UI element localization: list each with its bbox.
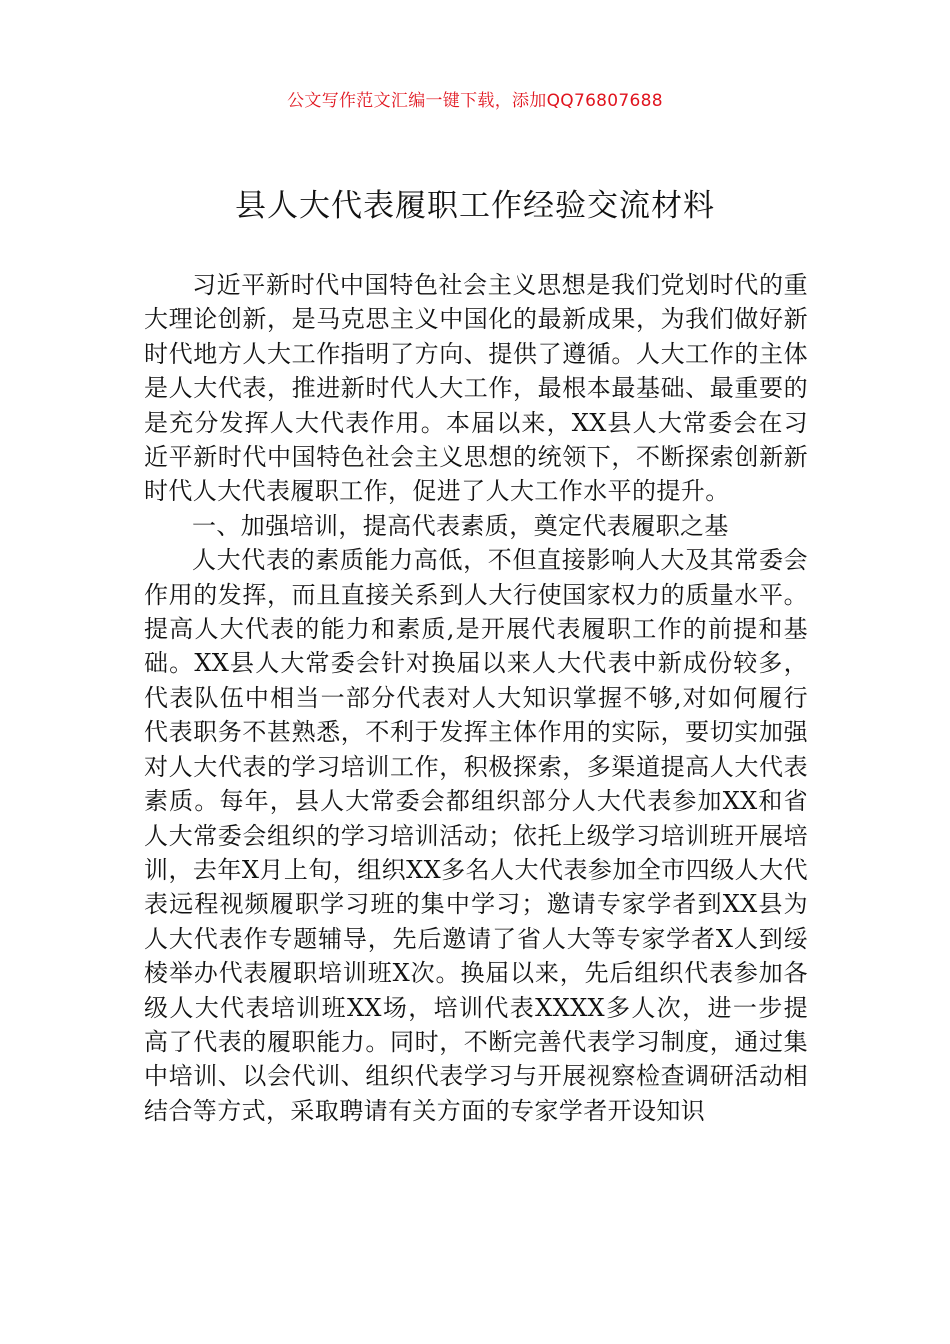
section-1-paragraph: 人大代表的素质能力高低，不但直接影响人大及其常委会作用的发挥，而且直接关系到人大行使国家权力的质量水平。提高人大代表的能力和素质,是开展代表履职工作的前提和基础。XX县人大常委会针对换届以来人大代表中新成份较多，代表队伍中相当一部分代表对人大知识掌握不够,对如何履行代表职务不甚熟悉，不利于发挥主体作用的实际，要切实加强对人大代表的学习培训工作，积极探索，多渠道提高人大代表素质。每年，县人大常委会都组织部分人大代表参加XX和省人大常委会组织的学习培训活动；依托上级学习培训班开展培训，去年X月上旬，组织XX多名人大代表参加全市四级人大代表远程视频履职学习班的集中学习；邀请专家学者到XX县为人大代表作专题辅导，先后邀请了省人大等专家学者X人到绥棱举办代表履职培训班X次。换届以来，先后组织代表参加各级人大代表培训班XX场，培训代表XXXX多人次，进一步提高了代表的履职能力。同时，不断完善代表学习制度，通过集中培训、以会代训、组织代表学习与开展视察检查调研活动相结合等方式，采取聘请有关方面的专家学者开设知识	[144, 546, 808, 1125]
download-promo-note: 公文写作范文汇编一键下载，添加QQ76807688	[287, 91, 663, 111]
intro-paragraph: 习近平新时代中国特色社会主义思想是我们党划时代的重大理论创新，是马克思主义中国化的最新成果，为我们做好新时代地方人大工作指明了方向、提供了遵循。人大工作的主体是人大代表，推进新时代人大工作，最根本最基础、最重要的是充分发挥人大代表作用。本届以来，XX县人大常委会在习近平新时代中国特色社会主义思想的统领下，不断探索创新新时代人大代表履职工作，促进了人大工作水平的提升。	[144, 271, 808, 506]
section-1-heading: 一、加强培训，提高代表素质，奠定代表履职之基	[192, 511, 729, 540]
document-body	[144, 268, 808, 1128]
page-title: 县人大代表履职工作经验交流材料	[235, 188, 715, 224]
